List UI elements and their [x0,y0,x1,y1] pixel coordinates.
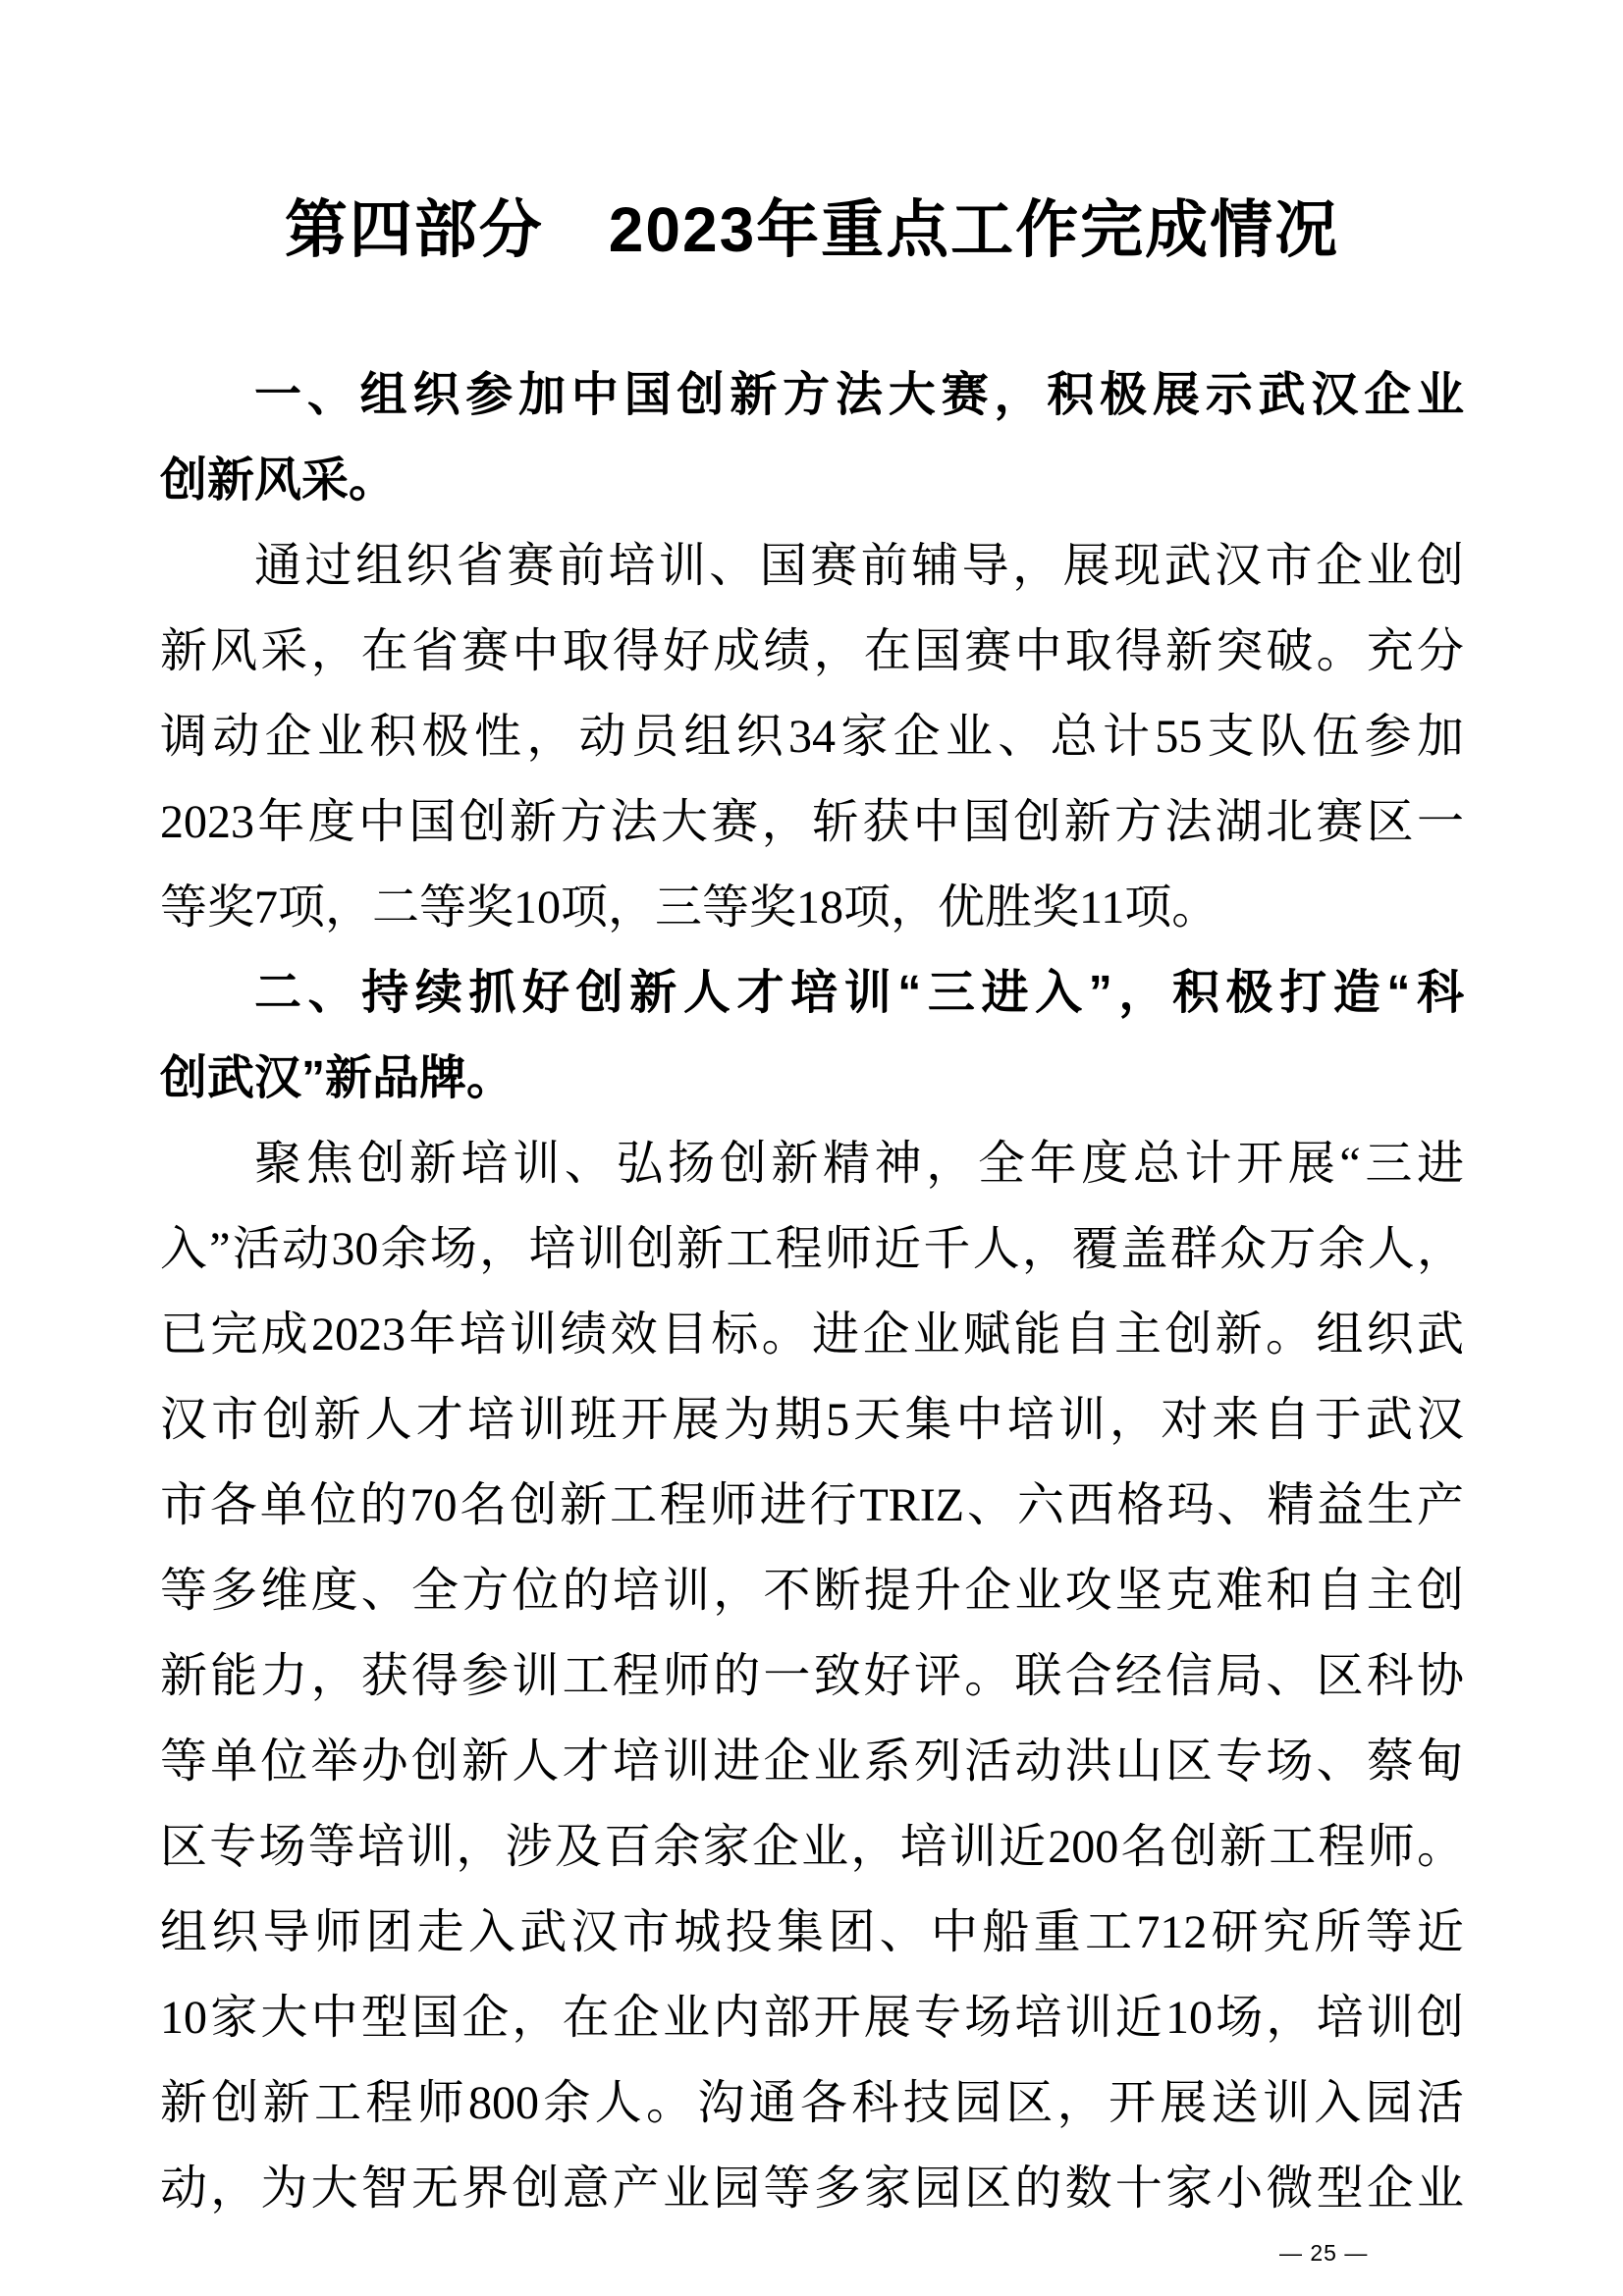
paragraph-line: 组织导师团走入武汉市城投集团、中船重工712研究所等近 [160,1905,1464,1958]
section-1-heading-line-2: 创新风采。 [160,454,397,507]
paragraph-line: 动，为大智无界创意产业园等多家园区的数十家小微型企业 [160,2162,1464,2215]
document-body [160,192,1464,2231]
paragraph-line: 通过组织省赛前培训、国赛前辅导，展现武汉市企业创 [254,539,1464,592]
paragraph-line: 聚焦创新培训、弘扬创新精神，全年度总计开展“三进 [254,1137,1464,1190]
paragraph-line: 等多维度、全方位的培训，不断提升企业攻坚克难和自主创 [160,1564,1464,1617]
paragraph-line: 等奖7项，二等奖10项，三等奖18项，优胜奖11项。 [160,881,1219,934]
section-2-heading-line-2: 创武汉”新品牌。 [160,1051,514,1104]
paragraph-line: 入”活动30余场，培训创新工程师近千人，覆盖群众万余人， [160,1222,1464,1275]
paragraph-line: 新能力，获得参训工程师的一致好评。联合经信局、区科协 [160,1649,1464,1702]
paragraph-line: 等单位举办创新人才培训进企业系列活动洪山区专场、蔡甸 [160,1735,1464,1788]
paragraph-line: 新创新工程师800余人。沟通各科技园区，开展送训入园活 [160,2076,1464,2129]
paragraph-line: 汉市创新人才培训班开展为期5天集中培训，对来自于武汉 [160,1393,1464,1446]
page-number: — 25 — [1279,2240,1369,2266]
paragraph-line: 区专场等培训，涉及百余家企业，培训近200名创新工程师。 [160,1820,1464,1873]
paragraph-line: 已完成2023年培训绩效目标。进企业赋能自主创新。组织武 [160,1308,1464,1361]
paragraph-line: 调动企业积极性，动员组织34家企业、总计55支队伍参加 [160,710,1464,763]
paragraph-line: 市各单位的70名创新工程师进行TRIZ、六西格玛、精益生产 [160,1478,1464,1531]
paragraph-line: 新风采，在省赛中取得好成绩，在国赛中取得新突破。充分 [160,624,1464,677]
paragraph-line: 10家大中型国企，在企业内部开展专场培训近10场，培训创 [160,1991,1464,2044]
section-1-heading-line-1: 一、组织参加中国创新方法大赛，积极展示武汉企业 [254,368,1464,421]
section-2-heading-line-1: 二、持续抓好创新人才培训“三进入”，积极打造“科 [254,966,1464,1019]
document-title: 第四部分 2023年重点工作完成情况 [284,194,1340,265]
paragraph-line: 2023年度中国创新方法大赛，斩获中国创新方法湖北赛区一 [160,795,1464,848]
